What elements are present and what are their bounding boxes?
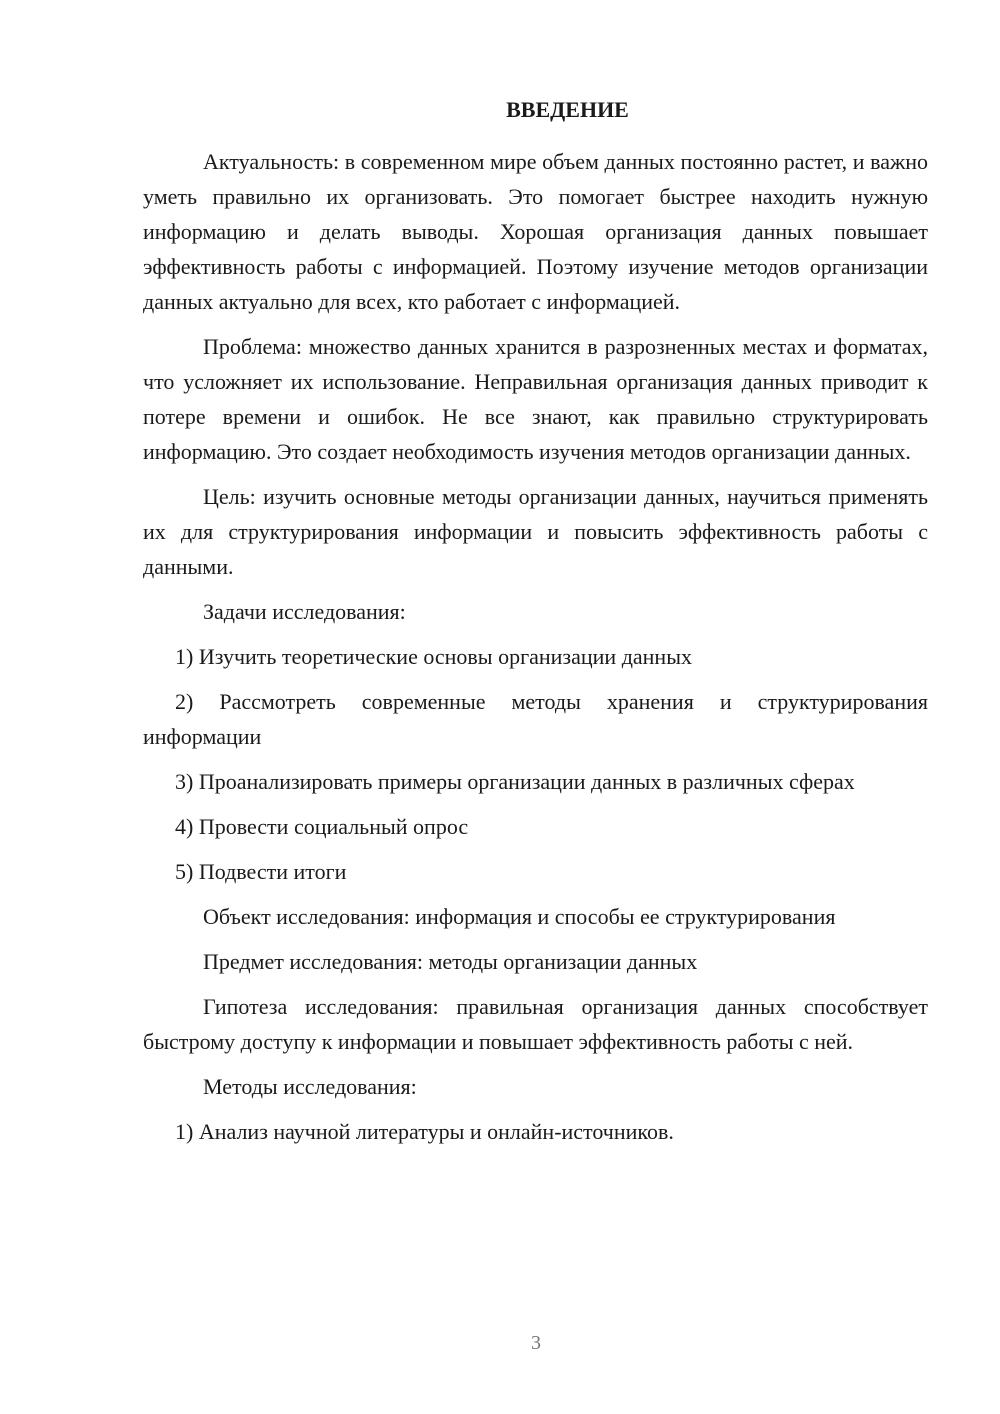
task-item: 2) Рассмотреть современные методы хранения и структурирования информации [143, 689, 928, 749]
task-item: 4) Провести социальный опрос [175, 814, 469, 839]
relevance-paragraph: Актуальность: в современном мире объем данных постоянно растет, и важно уметь правильно их организовать. Это помогает быстрее находить нужную информацию и делать выводы. Хорошая организация данных повышает эффективность работы с информацией. Поэтому изучение методов организации данных актуально для всех, кто работает с информацией. [143, 149, 928, 314]
goal-paragraph: Цель: изучить основные методы организации данных, научиться применять их для структурирования информации и повысить эффективность работы с данными. [143, 484, 928, 579]
object-line: Объект исследования: информация и способы ее структурирования [203, 904, 836, 929]
document-page [143, 92, 928, 1159]
methods-heading: Методы исследования: [203, 1074, 417, 1099]
section-title: ВВЕДЕНИЕ [506, 97, 629, 122]
problem-paragraph: Проблема: множество данных хранится в разрозненных местах и форматах, что усложняет их использование. Неправильная организация данных приводит к потере времени и ошибок. Не все знают, как правильно структурировать информацию. Это создает необходимость изучения методов организации данных. [143, 334, 928, 464]
task-item: 3) Проанализировать примеры организации данных в различных сферах [175, 769, 855, 794]
task-item: 5) Подвести итоги [175, 859, 347, 884]
hypothesis-paragraph: Гипотеза исследования: правильная организация данных способствует быстрому доступу к информации и повышает эффективность работы с ней. [143, 994, 928, 1054]
subject-line: Предмет исследования: методы организации данных [203, 949, 698, 974]
method-item: 1) Анализ научной литературы и онлайн-источников. [175, 1119, 674, 1144]
tasks-heading: Задачи исследования: [203, 599, 406, 624]
page-number: 3 [531, 1332, 541, 1354]
task-item: 1) Изучить теоретические основы организации данных [175, 644, 692, 669]
